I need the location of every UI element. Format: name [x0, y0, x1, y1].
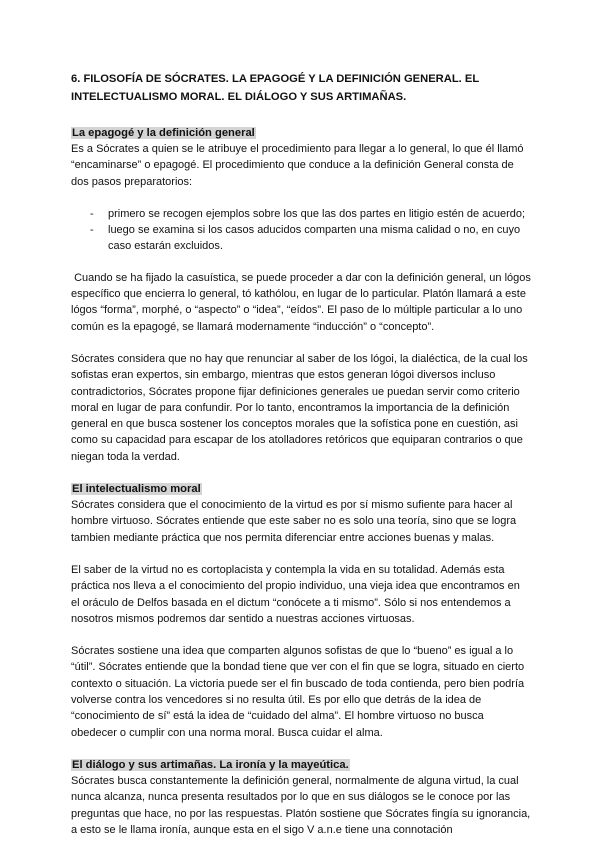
paragraph: Es a Sócrates a quien se le atribuye el procedimiento para llegar a lo general, lo que él llamó “encaminarse” o epagogé. El procedimiento que conduce a la definición General consta de dos pasos preparatorios: — [71, 143, 524, 188]
bullet-list — [71, 206, 531, 255]
paragraph: Sócrates considera que el conocimiento de la virtud es por sí mismo sufiente para hacer al hombre virtuoso. Sócrates entiende que este saber no es solo una teoría, sino que se logra tambien mediante práctica que nos permita diferenciar entre acciones buenas y malas. — [71, 499, 517, 544]
list-item-text: primero se recogen ejemplos sobre los que las dos partes en litigio estén de acuerdo; — [108, 207, 526, 220]
paragraph: El saber de la virtud no es cortoplacista y contempla la vida en su totalidad. Además esta práctica nos lleva a el conocimiento del propio individuo, una vieja idea que encontramos en el oráculo de Delfos basada en el dictum “conócete a ti mismo”. Sólo si nos entendemos a nosotros mismos podremos dar sentido a nuestras acciones virtuosas. — [71, 563, 520, 625]
section-epagoge — [71, 125, 534, 465]
paragraph: Sócrates sostiene una idea que comparten algunos sofistas de que lo “bueno” es igual a lo “útil”. Sócrates entiende que la bondad tiene que ver con el fin que se logra, situado en cierto contexto o situación. La victoria puede ser el fin buscado de toda contienda, pero bien podría volverse contra los vencedores si no resulta útil. Es por ello que detrás de la idea de “conocimiento de sí” está la idea de “cuidado del alma”. El hombre virtuoso no busca obedecer o cumplir con una norma moral. Busca cuidar el alma. — [71, 645, 525, 739]
paragraph: Cuando se ha fijado la casuística, se puede proceder a dar con la definición general, un lógos específico que encierra lo general, tó kathólou, en lugar de lo particular. Platón llamará a este lógos “forma”, morphé, o “aspecto” o “idea”, “eídos”. El paso de lo múltiple particular a lo uno común es la epagogé, se llamará modernamente “inducción” o “concepto”. — [71, 271, 534, 333]
section-heading-text: El intelectualismo moral — [72, 483, 201, 496]
paragraph: Sócrates considera que no hay que renunciar al saber de los lógoi, la dialéctica, de la cual los sofistas eran expertos, sin embargo, mientras que estos generan lógoi diversos incluso contradictorios, Sócrates propone fijar definiciones generales ue puedan servir como criterio moral en lugar de para confundir. Por lo tanto, encontramos la importancia de la definición general en que busca sostener los conceptos morales que la sofística pone en cuestión, asi como su capacidad para escapar de los atolladores retóricos que equiparan contrarios o que niegan toda la verdad. — [71, 352, 528, 463]
section-heading-intelectualismo — [71, 481, 531, 497]
paragraph: Sócrates busca constantemente la definición general, normalmente de alguna virtud, la cual nunca alcanza, nunca presenta resultados por lo que en sus diálogos se le conoce por las preguntas que hace, no por las respuestas. Platón sostiene que Sócrates fingía su ignorancia, a esto se le llama ironía, aunque esta en el sigo V a.n.e tiene una connotación — [71, 774, 531, 836]
dash-bullet: - — [90, 207, 94, 220]
section-heading-epagoge — [71, 125, 531, 141]
list-item — [71, 206, 531, 222]
list-item — [71, 222, 531, 255]
list-item-text: luego se examina si los casos aducidos comparten una misma calidad o no, en cuyo caso estarán excluidos. — [108, 224, 521, 253]
section-heading-text: El diálogo y sus artimañas. La ironía y la mayeútica. — [72, 758, 349, 771]
document-body — [71, 71, 534, 854]
dash-bullet: - — [90, 224, 94, 237]
section-dialogo — [71, 757, 531, 838]
section-intelectualismo — [71, 481, 531, 741]
section-heading-dialogo — [71, 757, 531, 773]
section-heading-text: La epagogé y la definición general — [72, 127, 255, 139]
document-title: 6. FILOSOFÍA DE SÓCRATES. LA EPAGOGÉ Y LA DEFINICIÓN GENERAL. EL INTELECTUALISMO MORAL. EL DIÁLOGO Y SUS ARTIMAÑAS. — [71, 73, 479, 103]
